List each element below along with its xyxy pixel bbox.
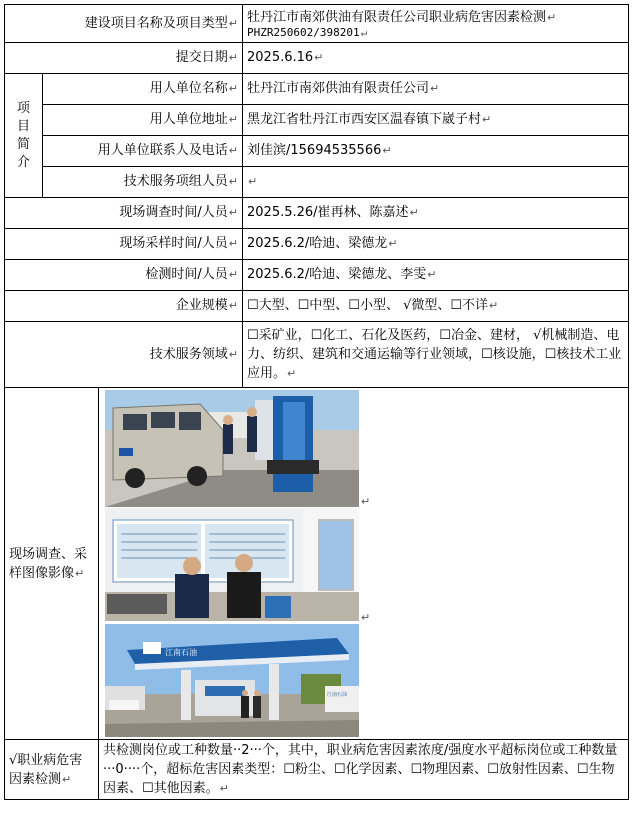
employer-address-value: 黑龙江省牡丹江市西安区温春镇下崴子村↵ [243,105,629,136]
survey-time-value: 2025.5.26/崔再林、陈嘉述↵ [243,198,629,229]
tech-staff-label: 技术服务项组人员↵ [43,167,243,198]
testing-time-label: 检测时间/人员↵ [5,260,243,291]
station-sign-text: 江南石油 [165,648,197,657]
contact-label: 用人单位联系人及电话↵ [43,136,243,167]
hazard-value: 共检测岗位或工种数量··2···个，其中，职业病危害因素浓度/强度水平超标岗位或工种数量···0····个，超标危害因素类型：☐粉尘、☐化学因素、☐物理因素、☐放射性因素、☐生物因素、☐其他因素。↵ [99,740,629,800]
paragraph-mark: ↵ [361,611,371,624]
enterprise-scale-value: ☐大型、☐中型、☐小型、 √微型、☐不详↵ [243,291,629,322]
service-field-label: 技术服务领域↵ [5,322,243,388]
enterprise-scale-label: 企业规模↵ [5,291,243,322]
photo-van-refueling [105,390,359,507]
row-hazard [5,740,629,800]
employer-address-label: 用人单位地址↵ [43,105,243,136]
photo-gas-station [105,624,359,737]
photo-notice-boards [105,508,359,621]
photos-cell [99,388,629,740]
row-tech-staff [5,167,629,198]
row-employer-name [5,74,629,105]
row-submit-date [5,43,629,74]
project-name-value: 牡丹江市南郊供油有限责任公司职业病危害因素检测↵ PHZR250602/398201↵ [243,5,629,43]
sampling-time-value: 2025.6.2/哈迪、梁德龙↵ [243,229,629,260]
row-sampling-time [5,229,629,260]
building-sign-text: 江南石油 [327,692,348,698]
sampling-time-label: 现场采样时间/人员↵ [5,229,243,260]
project-name-label: 建设项目名称及项目类型↵ [5,5,243,43]
employer-name-value: 牡丹江市南郊供油有限责任公司↵ [243,74,629,105]
submit-date-value: 2025.6.16↵ [243,43,629,74]
tech-staff-value: ↵ [243,167,629,198]
paragraph-mark: ↵ [361,495,371,508]
submit-date-label: 提交日期↵ [5,43,243,74]
inspection-form-table [4,4,629,800]
photos-label: 现场调查、采样图像影像↵ [5,388,99,740]
row-photos [5,388,629,740]
row-project-name [5,5,629,43]
row-contact [5,136,629,167]
row-service-field [5,322,629,388]
project-intro-label: 项 目 简 介 [5,74,43,198]
row-testing-time [5,260,629,291]
hazard-label: √职业病危害因素检测↵ [5,740,99,800]
survey-time-label: 现场调查时间/人员↵ [5,198,243,229]
service-field-value: ☐采矿业，☐化工、石化及医药，☐冶金、建材， √机械制造、电力、纺织、建筑和交通运输等行业领域，☐核设施，☐核技术工业应用。↵ [243,322,629,388]
row-enterprise-scale [5,291,629,322]
row-survey-time [5,198,629,229]
employer-name-label: 用人单位名称↵ [43,74,243,105]
testing-time-value: 2025.6.2/哈迪、梁德龙、李雯↵ [243,260,629,291]
row-employer-address [5,105,629,136]
contact-value: 刘佳滨/15694535566↵ [243,136,629,167]
